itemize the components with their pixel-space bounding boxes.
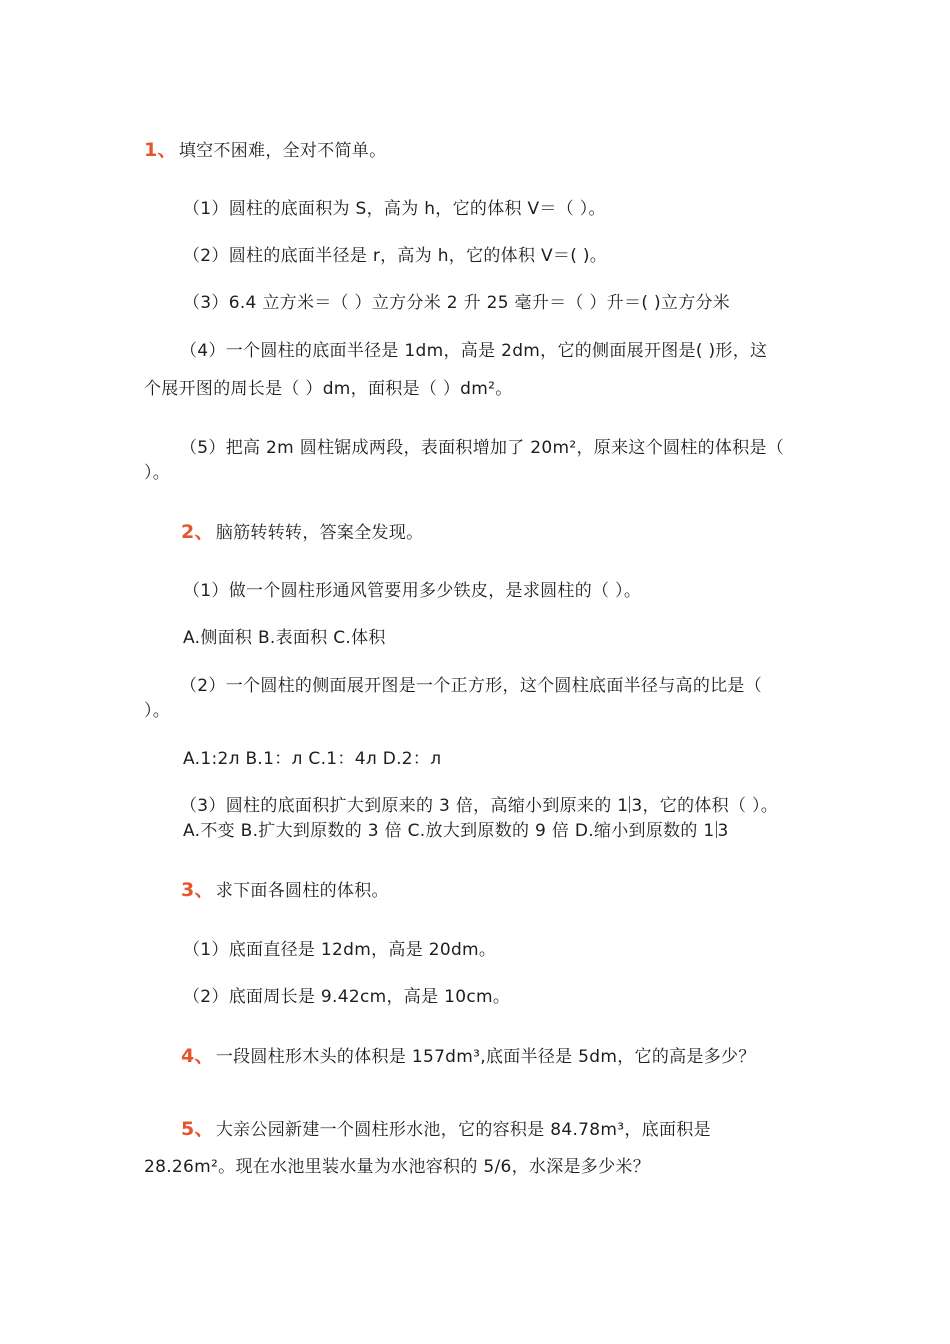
q3-text-part-2: 3，它的体积（ ）。: [631, 796, 779, 816]
s2-question-2-line-2: ）。: [144, 701, 171, 721]
s1-question-4-line-1: （4）一个圆柱的底面半径是 1dm，高是 2dm，它的侧面展开图是( )形，这: [180, 341, 768, 361]
s2-question-3-line-1: [180, 795, 778, 817]
section-number: 3、: [181, 879, 214, 901]
q3-options-part-2: 3: [717, 821, 729, 841]
section-text-line-1: 大亲公园新建一个圆柱形水池，它的容积是 84.78m³，底面积是: [215, 1120, 711, 1140]
section-4-heading: [181, 1045, 756, 1068]
s1-question-5-line-2: ）。: [144, 463, 171, 483]
section-number: 4、: [181, 1045, 214, 1067]
s2-question-1: （1）做一个圆柱形通风管要用多少铁皮，是求圆柱的（ ）。: [183, 581, 642, 601]
s1-question-5-line-1: （5）把高 2m 圆柱锯成两段，表面积增加了 20m²，原来这个圆柱的体积是（: [180, 438, 785, 458]
s1-question-4-line-2: 个展开图的周长是（ ）dm，面积是（ ）dm²。: [144, 379, 513, 399]
s1-question-2: （2）圆柱的底面半径是 r，高为 h，它的体积 V＝( )。: [183, 246, 608, 266]
section-text: 一段圆柱形木头的体积是 157dm³,底面半径是 5dm，它的高是多少？: [215, 1047, 756, 1067]
q3-options-part-1: A.不变 B.扩大到原数的 3 倍 C.放大到原数的 9 倍 D.缩小到原数的 1: [183, 821, 715, 841]
fraction-bar: [716, 821, 717, 838]
section-title: 脑筋转转转，答案全发现。: [215, 523, 424, 543]
s2-question-2-options: A.1:2л B.1：л C.1：4л D.2：л: [183, 749, 442, 769]
s2-question-2-line-1: （2）一个圆柱的侧面展开图是一个正方形，这个圆柱底面半径与高的比是（: [180, 676, 763, 696]
q3-text-part-1: （3）圆柱的底面积扩大到原来的 3 倍，高缩小到原来的 1: [180, 796, 629, 816]
section-3-heading: [181, 879, 389, 902]
section-title: 求下面各圆柱的体积。: [215, 881, 389, 901]
s3-question-1: （1）底面直径是 12dm，高是 20dm。: [183, 940, 497, 960]
s1-question-1: （1）圆柱的底面积为 S，高为 h，它的体积 V＝（ ）。: [183, 199, 606, 219]
section-1-heading: [144, 139, 386, 162]
s2-question-3-options: [183, 820, 729, 842]
section-2-heading: [181, 521, 423, 544]
s2-question-1-options: A.侧面积 B.表面积 C.体积: [183, 628, 386, 648]
section-5-heading: [181, 1118, 711, 1141]
section-number: 2、: [181, 521, 214, 543]
section-5-line-2: 28.26m²。现在水池里装水量为水池容积的 5/6，水深是多少米？: [144, 1157, 651, 1177]
section-title: 填空不困难，全对不简单。: [178, 141, 387, 161]
s1-question-3: （3）6.4 立方米＝（ ）立方分米 2 升 25 毫升＝（ ）升＝( )立方分米: [183, 293, 731, 313]
s3-question-2: （2）底面周长是 9.42cm，高是 10cm。: [183, 987, 511, 1007]
section-number: 5、: [181, 1118, 214, 1140]
section-number: 1、: [144, 139, 177, 161]
